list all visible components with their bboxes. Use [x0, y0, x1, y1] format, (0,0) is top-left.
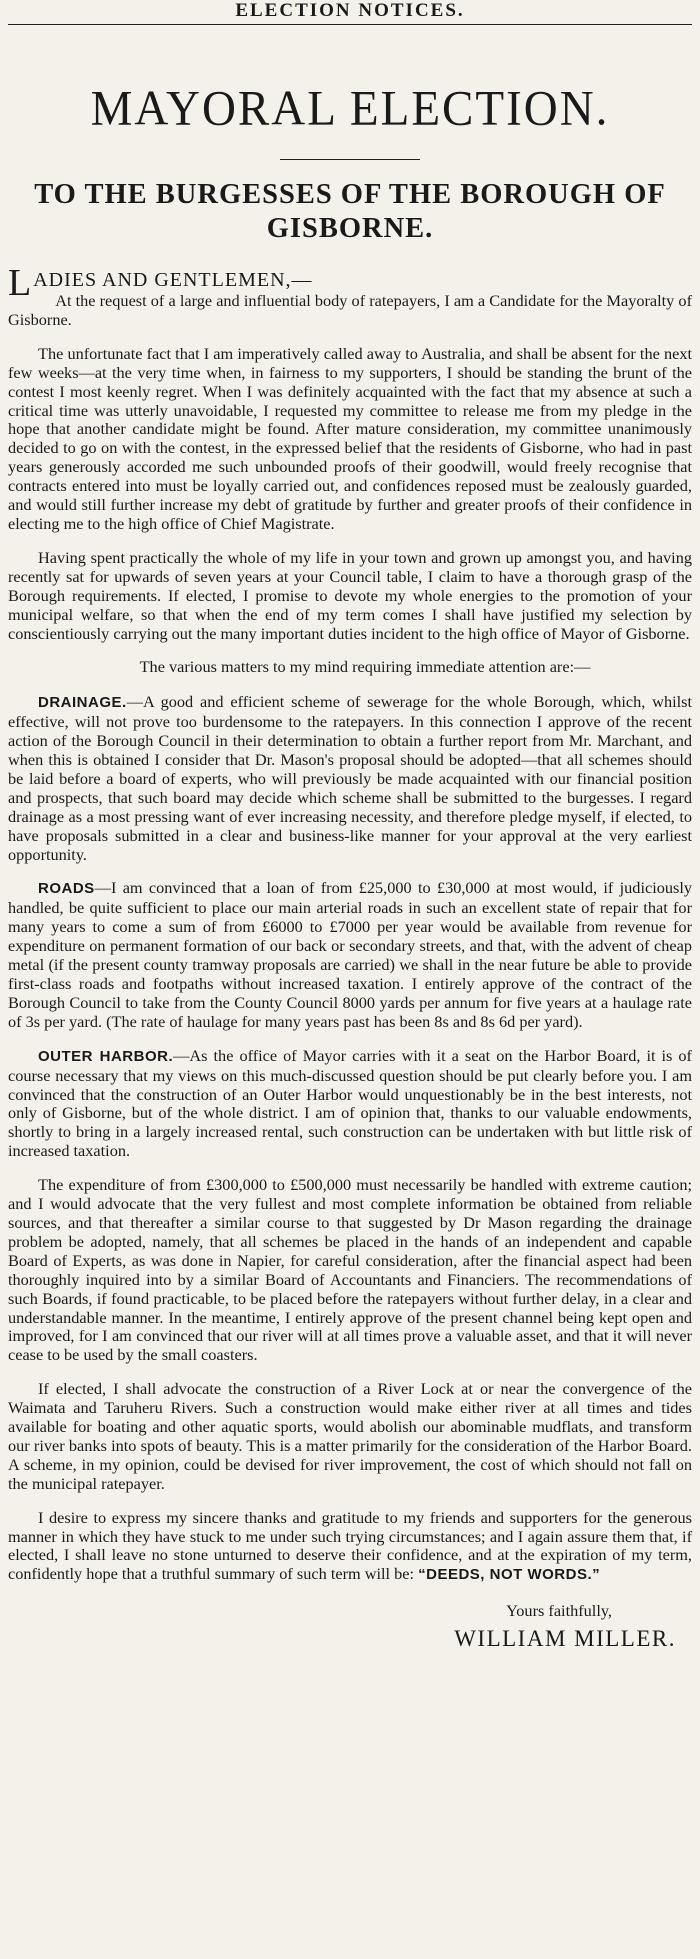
motto: “DEEDS, NOT WORDS.”	[418, 1566, 601, 1584]
notice-title: MAYORAL ELECTION.	[90, 81, 610, 137]
harbor-paragraph	[8, 1047, 692, 1161]
drainage-paragraph	[8, 693, 692, 864]
signature: WILLIAM MILLER.	[454, 1626, 676, 1652]
thanks-paragraph	[8, 1509, 692, 1586]
expenditure-paragraph: The expenditure of from £300,000 to £500,000 must necessarily be handled with extreme caution; and I would advocate that the very fullest and most complete information be obtained from reliable sources, and that thereafter a similar course to that suggested by Dr Mason regarding the drainage problem be adopted, namely, that all schemes be placed in the hands of an independent and capable Board of Experts, as was done in Napier, for careful consideration, after the financial aspect had been thoroughly inquired into by a similar Board of Accountants and Financiers. The recommendations of such Boards, if found practicable, to be placed before the ratepayers without further delay, in a clear and understandable manner. In the meantime, I entirely approve of the present channel being kept open and improved, for I am convinced that our river will at all times prove a valuable asset, and that it will never cease to be used by the small coasters.	[8, 1175, 692, 1365]
drop-cap: L	[8, 262, 32, 304]
drainage-text: —A good and efficient scheme of sewerage for the whole Borough, which, whilst effective, will not prove too burdensome to the ratepayers. In this connection I approve of the recent action of the Borough Council in their determination to obtain a further report from Mr. Marchant, and when this is obtained I consider that Dr. Mason's proposal should be adopted—that all schemes should be laid before a board of experts, who will previously be made acquainted with our financial position and prospects, that such board may decide which scheme shall be submitted to the burgesses. I regard drainage as a most pressing want of ever increasing necessity, and therefore pledge myself, if elected, to have proposals submitted in a clear and business-like manner for your approval at the very earliest opportunity.	[8, 692, 692, 864]
thanks-text: I desire to express my sincere thanks and gratitude to my friends and supporters for the generous manner in which they have stuck to me under such trying circumstances; and I again assure them that, if elected, I shall leave no stone unturned to deserve their confidence, and at the expiration of my term, confidently hope that a truthful summary of such term will be:	[8, 1507, 692, 1584]
roads-text: —I am convinced that a loan of from £25,000 to £30,000 at most would, if judiciously handled, be quite sufficient to place our main arterial roads in such an excellent state of repair that for many years to come a sum of from £6000 to £7000 per year would be available from revenue for expenditure on permanent formation of our back or secondary streets, and that, with the advent of cheap metal (if the present county tramway proposals are carried) we shall in the near future be able to provide first-class roads and footpaths without increased taxation. I entirely approve of the contract of the Borough Council to take from the County Council 8000 yards per annum for five years at a haulage rate of 3s per yard. (The rate of haulage for many years past has been 8s and 8s 6d per yard).	[8, 878, 692, 1031]
title-rule	[280, 159, 420, 160]
notice-body	[8, 262, 692, 1652]
matters-line: The various matters to my mind requiring immediate attention are:—	[139, 657, 591, 677]
absence-paragraph: The unfortunate fact that I am imperatively called away to Australia, and shall be absent for the next few weeks—at the very time when, in fairness to my supporters, I should be standing the brunt of the contest I most keenly regret. When I was definitely acquainted with the fact that my absence at such a critical time was utterly unavoidable, I requested my committee to release me from my pledge in the hope that another candidate might be found. After mature consideration, my committee unanimously decided to go on with the contest, in the expressed belief that the residents of Gisborne, who had in past years generously accorded me such unbounded proofs of their goodwill, would freely recognise that contracts entered into must be loyally carried out, and confidences reposed must be zealously guarded, and would still further increase my debt of gratitude by further and greater proofs of their confidence in electing me to the high office of Chief Magistrate.	[8, 343, 692, 533]
roads-paragraph	[8, 879, 692, 1031]
intro-paragraph: At the request of a large and influential body of ratepayers, I am a Candidate for the Mayoralty of Gisborne.	[8, 291, 692, 329]
salutation-text: ADIES AND GENTLEMEN,—	[33, 269, 313, 291]
header-rule	[8, 24, 692, 25]
harbor-text: —As the office of Mayor carries with it a seat on the Harbor Board, it is of course necessary that my views on this much-discussed question should be put clearly before you. I am convinced that the construction of an Outer Harbor would unquestionably be in the best interests, not only of Gisborne, but of the whole district. I am of opinion that, thanks to our valuable endowments, shortly to bring in a largely increased rental, such construction can be undertaken with but little risk of increased taxation.	[8, 1045, 692, 1161]
section-header: ELECTION NOTICES.	[235, 0, 465, 21]
salutation	[8, 262, 692, 304]
notice-subtitle: TO THE BURGESSES OF THE BOROUGH OF GISBORNE.	[34, 179, 666, 244]
drainage-heading: DRAINAGE.	[38, 694, 127, 712]
roads-heading: ROADS	[38, 880, 95, 898]
river-lock-paragraph: If elected, I shall advocate the construction of a River Lock at or near the convergence of the Waimata and Taruheru Rivers. Such a construction would make either river at all times and tides available for boating and other aquatic sports, would abolish our abominable mudflats, and transform our river banks into spots of beauty. This is a matter primarily for the consideration of the Harbor Board. A scheme, in my opinion, could be devised for river improvement, the cost of which should not fall on the municipal ratepayer.	[8, 1379, 692, 1493]
experience-paragraph: Having spent practically the whole of my life in your town and grown up amongst you, and having recently sat for upwards of seven years at your Council table, I claim to have a thorough grasp of the Borough requirements. If elected, I promise to devote my whole energies to the promotion of your municipal welfare, so that when the end of my term comes I shall have justified my selection by conscientiously carrying out the many important duties incident to the high office of Mayor of Gisborne.	[8, 547, 692, 643]
harbor-heading: OUTER HARBOR.	[38, 1047, 174, 1065]
closing: Yours faithfully,	[506, 1601, 612, 1621]
